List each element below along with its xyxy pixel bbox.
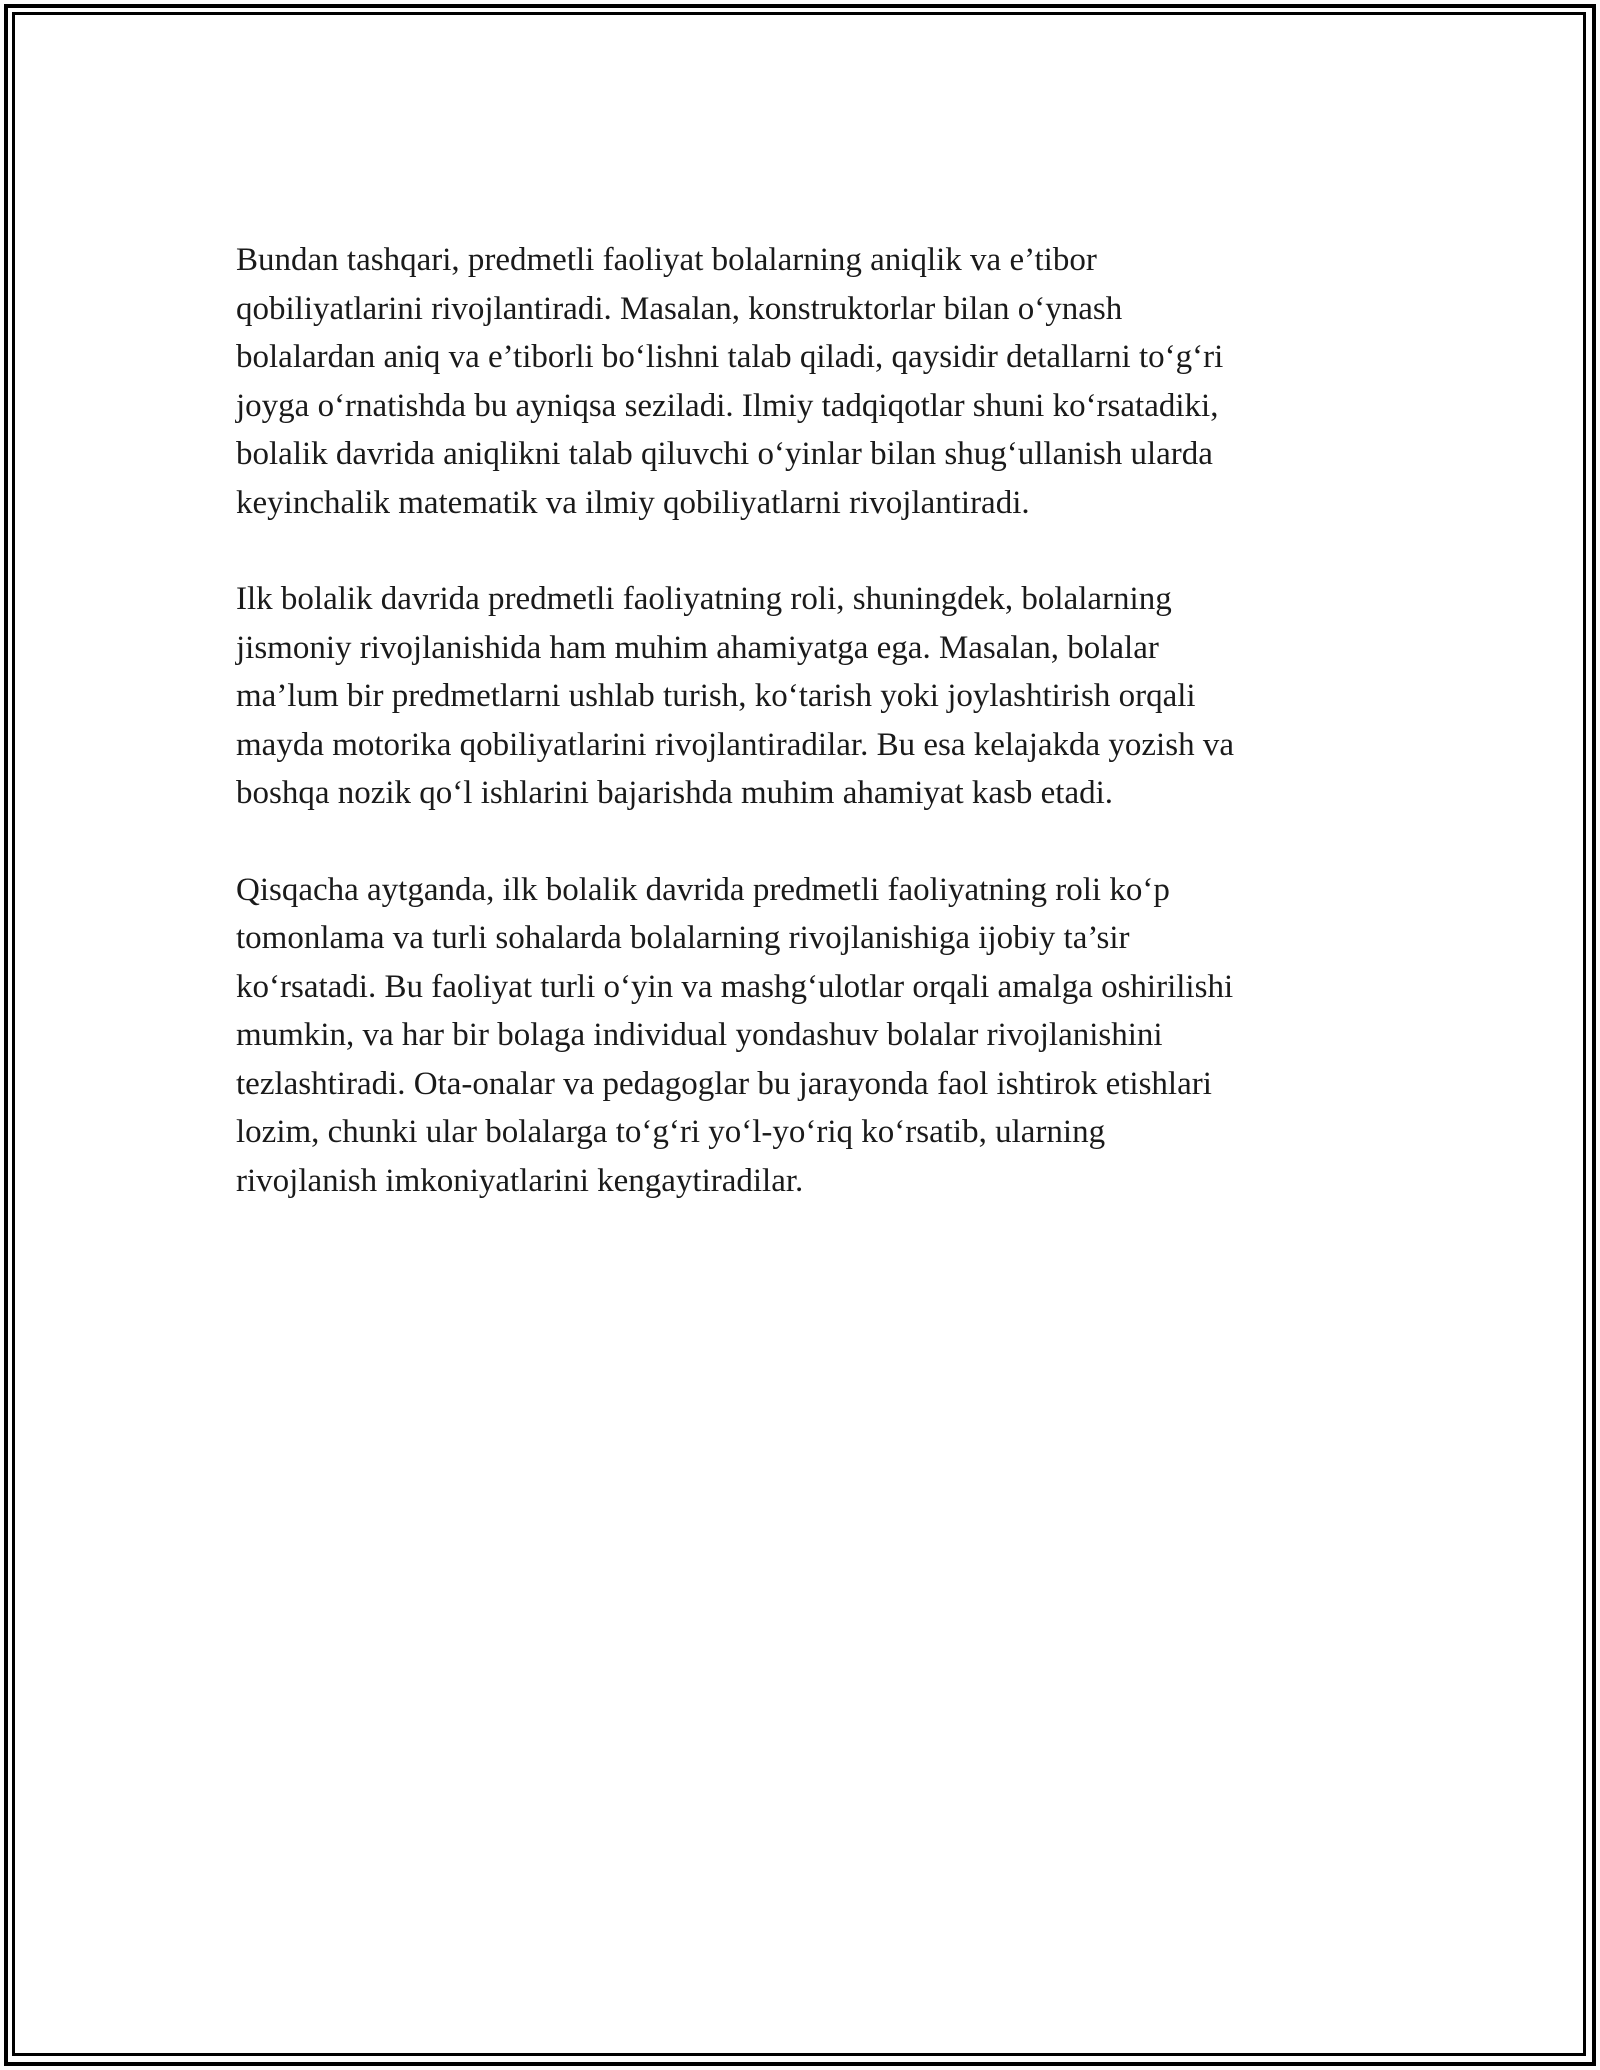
paragraph-2: Ilk bolalik davrida predmetli faoliyatning roli, shuningdek, bolalarning jismoniy rivojlanishida ham muhim ahamiyatga ega. Masalan, bolalar ma’lum bir predmetlarni ushlab turish, ko‘tarish yoki joylashtirish orqali mayda motorika qobiliyatlarini rivojlantiradilar. Bu esa kelajakda yozish va boshqa nozik qo‘l ishlarini bajarishda muhim ahamiyat kasb etadi. xyxy=(236,581,1234,811)
paragraph-1: Bundan tashqari, predmetli faoliyat bolalarning aniqlik va e’tibor qobiliyatlarini rivojlantiradi. Masalan, konstruktorlar bilan o‘ynash bolalardan aniq va e’tiborli bo‘lishni talab qiladi, qaysidir detallarni to‘g‘ri joyga o‘rnatishda bu ayniqsa seziladi. Ilmiy tadqiqotlar shuni ko‘rsatadiki, bolalik davrida aniqlikni talab qiluvchi o‘yinlar bilan shug‘ullanish ularda keyinchalik matematik va ilmiy qobiliyatlarni rivojlantiradi. xyxy=(236,242,1224,521)
paragraph-3: Qisqacha aytganda, ilk bolalik davrida predmetli faoliyatning roli ko‘p tomonlama va turli sohalarda bolalarning rivojlanishiga ijobiy ta’sir ko‘rsatadi. Bu faoliyat turli o‘yin va mashg‘ulotlar orqali amalga oshirilishi mumkin, va har bir bolaga individual yondashuv bolalar rivojlanishini tezlashtiradi. Ota-onalar va pedagoglar bu jarayonda faol ishtirok etishlari lozim, chunki ular bolalarga to‘g‘ri yo‘l-yo‘riq ko‘rsatib, ularning rivojlanish imkoniyatlarini kengaytiradilar. xyxy=(236,871,1234,1199)
document-body xyxy=(236,236,1366,1253)
